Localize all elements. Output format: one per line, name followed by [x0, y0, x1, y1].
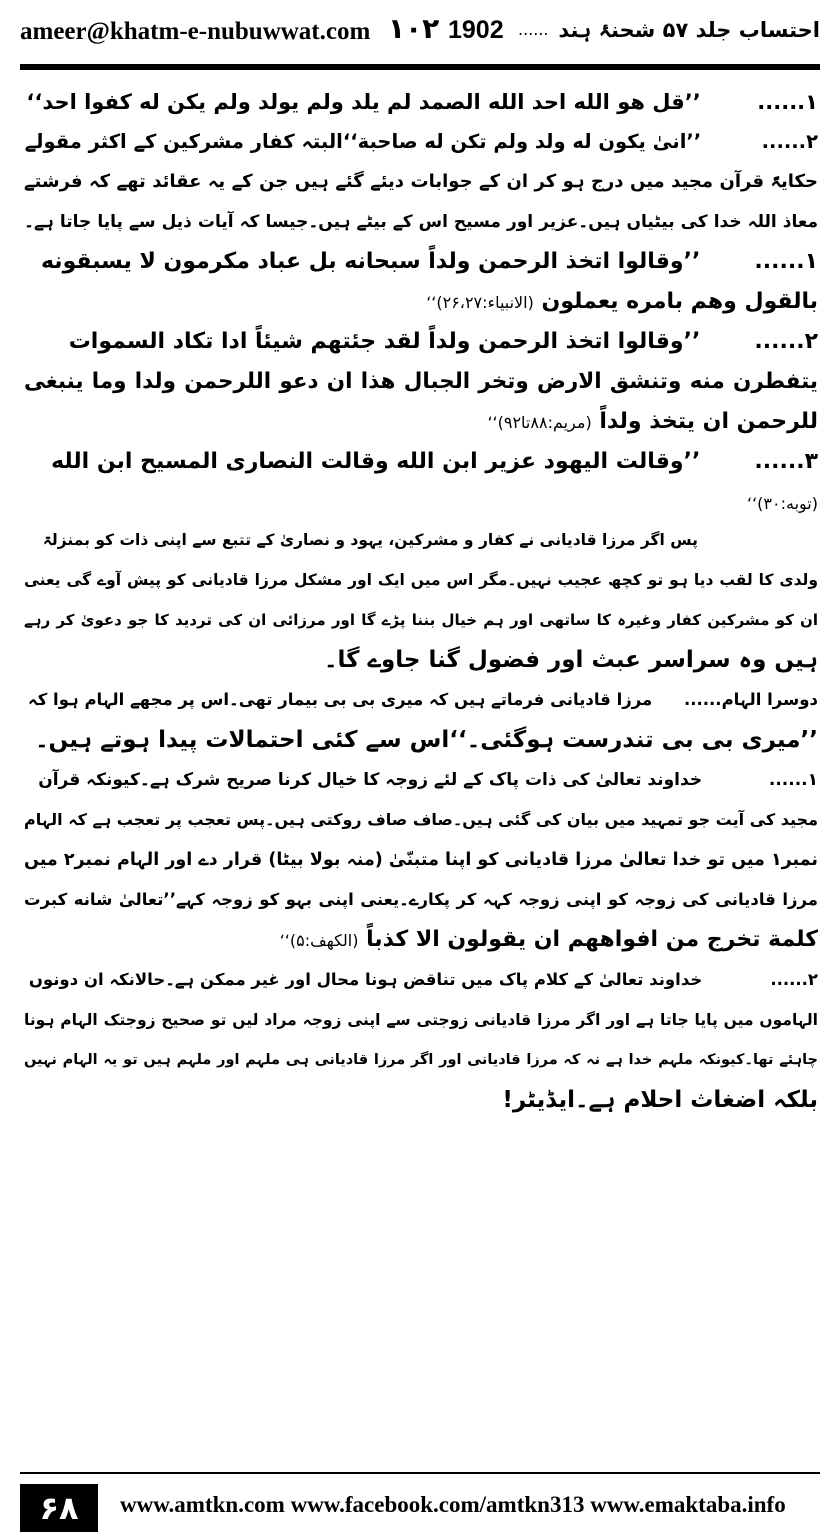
text-line: ۳...... ’’وقالت الیهود عزیر ابن الله وقالت النصاری المسیح ابن الله [51, 449, 818, 474]
footer-page-number: ۶۸ [20, 1484, 98, 1532]
text-line: دوسرا الہام...... مرزا قادیانی فرماتے ہیں کہ میری بی بی بیمار تھی۔اس پر مجھے الہام ہوا کہ [28, 690, 818, 709]
text-line: کلمة تخرج من افواههم ان یقولون الا کذباً (الکهف:۵)‘‘ [279, 927, 818, 952]
header-email: ameer@khatm-e-nubuwwat.com [20, 18, 371, 45]
text-line: پس اگر مرزا قادیانی نے کفار و مشرکین، یہود و نصاریٰ کے تتبع سے اپنی ذات کو بمنزلۃ [42, 531, 698, 549]
text-line: ولدی کا لقب دیا ہو تو کچھ عجیب نہیں۔مگر اس میں ایک اور مشکل مرزا قادیانی کو پیش آوے گی یعنی [24, 571, 818, 589]
text-line: نمبر۱ میں تو خدا تعالیٰ مرزا قادیانی کو اپنا متبنّیٰ (منہ بولا بیٹا) قرار دے اور الہام نمبر۲ میں [24, 850, 818, 870]
text-line: ۲...... ’’انیٰ یکون له ولد ولم تکن له صاحبة‘‘البتہ کفار مشرکین کے اکثر مقولے [24, 130, 818, 153]
text-line: ہیں وہ سراسر عبث اور فضول گنا جاوے گا۔ [324, 647, 818, 673]
header-page-number: ۱۰۲ [388, 12, 440, 45]
footer-links: www.amtkn.com www.facebook.com/amtkn313 www.emaktaba.info [120, 1492, 786, 1517]
page-body [24, 82, 818, 1120]
text-line: معاذ اللہ خدا کی بیٹیاں ہیں۔عزیر اور مسیح اس کے بیٹے ہیں۔جیسا کہ آیات ذیل سے پایا جاتا ہے۔ [24, 212, 818, 232]
page-header [20, 14, 820, 54]
header-year: 1902 [448, 16, 504, 44]
text-line: الہاموں میں پایا جاتا ہے اور اگر مرزا قادیانی زوجتی سے اپنی زوجہ مراد لیں تو صحیح زوجتک الہام ہونا [24, 1011, 818, 1029]
text-line: بلکہ اضغاث احلام ہے۔ایڈیٹر! [502, 1087, 818, 1113]
text-line: بالقول وهم بامره یعملون (الانبیاء:۲۶،۲۷)‘‘ [426, 289, 818, 314]
footer-rule [20, 1472, 820, 1474]
text-line: ۲...... ’’وقالوا اتخذ الرحمن ولداً لقد جئتهم شیئاً ادا تکاد السموات [68, 329, 818, 354]
citation: (الانبیاء:۲۶،۲۷)‘‘ [426, 293, 534, 312]
citation: (الکهف:۵)‘‘ [279, 931, 359, 950]
text-line: ۱...... ’’قل هو الله احد الله الصمد لم یلد ولم یولد ولم یکن له کفوا احد‘‘ [26, 90, 818, 114]
text-line: حکایۃً قرآن مجید میں درج ہو کر ان کے جوابات دیئے گئے ہیں جن کے یہ عقائد تھے کہ فرشتے [24, 171, 818, 192]
text-line: ۱...... ’’وقالوا اتخذ الرحمن ولداً سبحانه بل عباد مکرمون لا یسبقونه [40, 249, 818, 274]
text-line: یتفطرن منه وتنشق الارض وتخر الجبال هذا ان دعو اللرحمن ولدا وما ینبغی [24, 369, 818, 394]
text-line: مجید کی آیت جو تمہید میں بیان کی گئی ہیں۔صاف صاف روکتی ہیں۔پس تعجب پر تعجب ہے کہ الہام [24, 810, 818, 829]
text-line: چاہئے تھا۔کیونکہ ملہم خدا ہے نہ کہ مرزا قادیانی اور اگر مرزا قادیانی ہی ملہم اور ملہم ہیں تو یہ الہام نہیں [24, 1052, 818, 1068]
text-line: ’’میری بی بی تندرست ہوگئی۔‘‘اس سے کئی احتمالات پیدا ہوتے ہیں۔ [35, 727, 818, 753]
citation: (توبه:۳۰)‘‘ [747, 494, 818, 513]
text-line: ۱...... خداوند تعالیٰ کی ذات پاک کے لئے زوجہ کا خیال کرنا صریح شرک ہے۔کیونکہ قرآن [38, 770, 818, 790]
header-rule [20, 64, 820, 70]
header-title: احتساب جلد ۵۷ شحنۂ ہند [558, 18, 820, 42]
header-dots: ...... [518, 20, 549, 39]
text-line: ان کو مشرکین کفار وغیرہ کا ساتھی اور ہم خیال بننا پڑے گا اور مرزائی ان کی تردید کا جو دعویٰ کر رہے [24, 611, 818, 629]
citation: (مریم:۸۸تا۹۲)‘‘ [487, 413, 592, 432]
text-line: ۲...... خداوند تعالیٰ کے کلام پاک میں تناقض ہونا محال اور غیر ممکن ہے۔حالانکہ ان دونوں [28, 970, 818, 989]
text-line: للرحمن ان یتخذ ولداً (مریم:۸۸تا۹۲)‘‘ [487, 409, 818, 434]
text-line [24, 482, 818, 520]
text-line: مرزا قادیانی کی زوجہ کو اپنی زوجہ کہہ کر پکارے۔یعنی اپنی بہو کو زوجہ کہے’’تعالیٰ شانه کبرت [24, 890, 818, 909]
